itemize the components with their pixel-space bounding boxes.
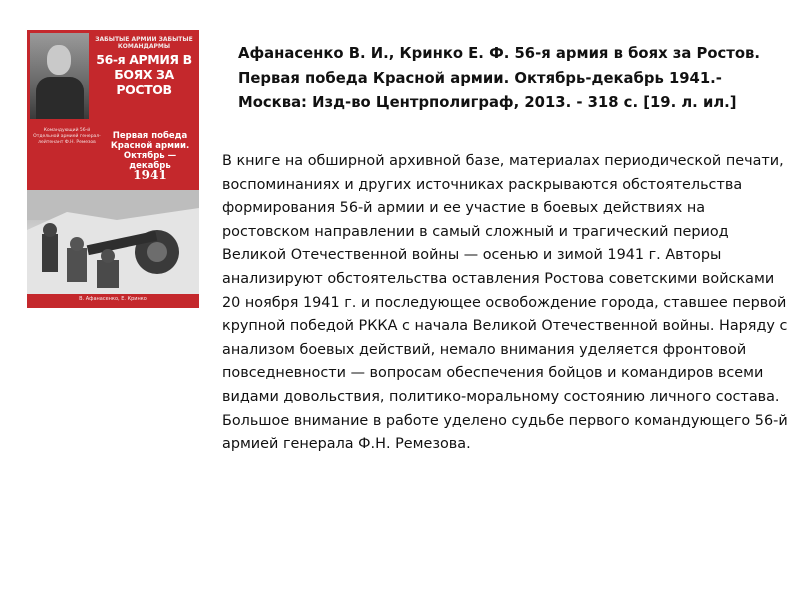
cover-portrait-caption: Командующий 56-й Отдельной армией генерал-лейтенант Ф.Н. Ремезов <box>33 128 101 145</box>
cover-portrait-image <box>30 33 89 119</box>
cover-war-photo <box>27 190 199 294</box>
cover-subtitle: Первая победа Красной армии. Октябрь — декабрь <box>110 131 190 171</box>
cover-year: 1941 <box>133 168 167 182</box>
portrait-head <box>47 45 71 75</box>
book-cover <box>27 30 199 308</box>
book-citation-heading: Афанасенко В. И., Кринко Е. Ф. 56-я армия в боях за Ростов. Первая победа Красной армии. Октябрь-декабрь 1941.- Москва: Изд-во Центрполиграф, 2013. - 318 с. [19. л. ил.] <box>238 45 761 112</box>
cannon-soldiers-illustration <box>27 190 199 294</box>
book-description: В книге на обширной архивной базе, материалах периодической печати, воспоминаниях и других источниках раскрываются обстоятельства формирования 56-й армии и ее участие в боевых действиях на ростовском направлении в самый сложный и трагический период Великой Отечественной войны — осенью и зимой 1941 г. Авторы анализируют обстоятельства оставления Ростова советскими войсками 20 ноября 1941 г. и последующее освобождение города, ставшее первой крупной победой РККА с начала Великой Отечественной войны. Наряду с анализом боевых действий, немало внимания уделяется фронтовой повседневности — вопросам обеспечения бойцов и командиров всеми видами довольствия, политико-моральному состоянию личного состава. Большое внимание в работе уделено судьбе первого командующего 56-й армией генерала Ф.Н. Ремезова. <box>222 153 788 453</box>
portrait-uniform <box>36 77 84 119</box>
cover-authors: В. Афанасенко, Е. Кринко <box>79 296 147 302</box>
cover-title: 56-я АРМИЯ В БОЯХ ЗА РОСТОВ <box>96 52 192 97</box>
cover-series-title: ЗАБЫТЫЕ АРМИИ ЗАБЫТЫЕ КОМАНДАРМЫ <box>95 36 193 50</box>
